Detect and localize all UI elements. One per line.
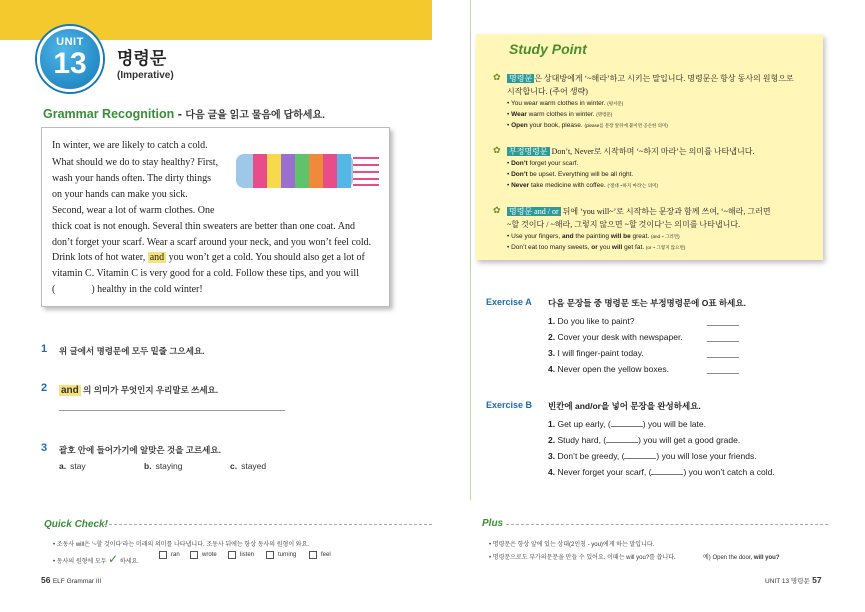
example: • Don’t forget your scarf. [507, 160, 579, 167]
highlighted-and: and [149, 252, 165, 263]
quick-check-line: • 동사의 원형에 모두 ✓ 하세요. [53, 552, 139, 566]
question-text [59, 384, 218, 396]
example: • Use your fingers, and the painting will be great. (and ~ 그러면) [507, 233, 680, 240]
checkbox[interactable] [266, 551, 274, 559]
page-number: 57 [812, 575, 822, 585]
checkbox[interactable] [159, 551, 167, 559]
exercise-item: 1. Do you like to paint? [548, 316, 635, 326]
divider [506, 524, 828, 525]
checkbox[interactable] [309, 551, 317, 559]
page-title: 명령문 [117, 49, 167, 68]
question-text: 위 글에서 명령문에 모두 밑줄 그으세요. [59, 346, 205, 356]
example: • You wear warm clothes in winter. (평서문) [507, 100, 624, 107]
word-option: feel [321, 552, 331, 558]
answer-blank[interactable] [611, 426, 643, 427]
page-footer: 56 ELF Grammar III [41, 575, 102, 585]
reading-segment: ( [52, 284, 56, 295]
divider [104, 524, 432, 525]
grammar-recognition-heading: Grammar Recognition - 다음 글을 읽고 물음에 답하세요. [43, 107, 325, 121]
study-point-rule: ~할 것이다 / ~해라, 그렇지 않으면 ~할 것이다’는 의미를 나타냅니다. [507, 220, 741, 229]
word-option: wrote [202, 552, 217, 558]
flower-icon: ✿ [493, 145, 501, 155]
grammar-instruction: 다음 글을 읽고 물음에 답하세요. [185, 110, 325, 121]
quick-check-title: Quick Check! [44, 519, 108, 530]
question-number: 2 [41, 382, 48, 394]
unit-number: 13 [53, 47, 87, 80]
answer-line[interactable] [59, 410, 285, 411]
scarf-image [233, 140, 381, 202]
example: • Don’t be upset. Everything will be all right. [507, 171, 634, 178]
highlighted-and: and [61, 385, 79, 396]
reading-line: In winter, we are likely to catch a cold. [52, 140, 208, 151]
exercise-a-instruction: 다음 문장들 중 명령문 또는 부정명령문에 O표 하세요. [548, 298, 746, 308]
quick-check-line: • 조동사 will은 ‘~할 것이다’라는 미래의 의미를 나타냅니다. 조동사 뒤에는 항상 동사의 원형이 와요. [53, 542, 310, 548]
answer-blank[interactable] [707, 357, 739, 358]
reading-line: thick coat is not enough. Several thin sweaters are better than one coat. And [52, 221, 355, 232]
checkbox[interactable] [190, 551, 198, 559]
word-option: turning [278, 552, 297, 558]
study-point-rule: 부정명령문 Don’t, Never로 시작하며 ‘~하지 마라’는 의미를 나타냅니다. [509, 147, 755, 156]
exercise-item: 1. Get up early, ( ) you will be late. [548, 419, 707, 429]
plus-line: • 명령문은 항상 앞에 있는 상대(2인칭 - you)에게 하는 말입니다. [489, 542, 655, 548]
question-text-rest: 의 의미가 무엇인지 우리말로 쓰세요. [83, 385, 219, 395]
question-text: 괄호 안에 들어가기에 알맞은 것을 고르세요. [59, 445, 221, 455]
study-point-title: Study Point [509, 41, 587, 57]
answer-blank[interactable] [707, 325, 739, 326]
exercise-item: 3. I will finger-paint today. [548, 348, 644, 358]
word-option: listen [240, 552, 255, 558]
flower-icon: ✿ [493, 205, 501, 215]
example: • Open your book, please. (please를 문장 앞뒤에 붙이면 공손한 의미) [507, 122, 668, 129]
answer-blank[interactable] [606, 442, 638, 443]
option-c[interactable]: c. stayed [230, 461, 267, 471]
checkbox[interactable] [228, 551, 236, 559]
exercise-item: 2. Study hard, ( ) you will get a good grade. [548, 435, 741, 445]
study-point-rule: 명령문 and / or 뒤에 ‘you will~’로 시작하는 문장과 함께 쓰여, ‘~해라, 그러면 [509, 207, 771, 216]
question-number: 1 [41, 343, 48, 355]
word-option: ran [171, 552, 180, 558]
reading-line: wash your hands often. The dirty things [52, 173, 211, 184]
reading-segment: you won’t get a cold. You should also get a lot of [168, 252, 365, 263]
reading-line: Second, wear a lot of warm clothes. One [52, 205, 215, 216]
reading-line [52, 284, 203, 295]
reading-segment: Drink lots of hot water, [52, 252, 146, 263]
question-number: 3 [41, 442, 48, 454]
study-point-rule: 명령문 은 상대방에게 ‘~해라’하고 시키는 말입니다. 명령문은 항상 동사의 원형으로 [509, 74, 794, 83]
flower-icon: ✿ [493, 72, 501, 82]
reading-segment: ) healthy in the cold winter! [91, 284, 203, 295]
answer-blank[interactable] [651, 474, 683, 475]
unit-label: UNIT [56, 36, 84, 48]
exercise-b-instruction: 빈칸에 and/or을 넣어 문장을 완성하세요. [548, 401, 701, 411]
reading-line: on your hands can make you sick. [52, 189, 188, 200]
plus-example: 예) Open the door, will you? [703, 555, 780, 561]
study-point-rule: 시작합니다. (주어 생략) [507, 87, 588, 96]
answer-blank[interactable] [707, 341, 739, 342]
reading-line: vitamin C. Vitamin C is very good for a cold. Follow these tips, and you will [52, 268, 359, 279]
answer-blank[interactable] [624, 458, 656, 459]
page-number: 56 [41, 575, 51, 585]
exercise-item: 4. Never open the yellow boxes. [548, 364, 669, 374]
example: • Wear warm clothes in winter. (명령문) [507, 111, 613, 118]
option-b[interactable]: b. staying [144, 461, 183, 471]
reading-line: What should we do to stay healthy? First, [52, 157, 219, 168]
exercise-item: 2. Cover your desk with newspaper. [548, 332, 683, 342]
exercise-a-label: Exercise A [486, 297, 532, 307]
page-footer: UNIT 13 명령문 57 [765, 575, 822, 585]
check-icon: ✓ [108, 552, 119, 566]
option-a[interactable]: a. stay [59, 461, 86, 471]
unit-badge [37, 26, 103, 92]
page-subtitle: (Imperative) [117, 70, 174, 81]
exercise-item: 4. Never forget your scarf, ( ) you won’t catch a cold. [548, 467, 775, 477]
reading-line: don’t forget your scarf. Wear a scarf around your neck, and you won’t feel cold. [52, 237, 372, 248]
exercise-item: 3. Don’t be greedy, ( ) you will lose your friends. [548, 451, 757, 461]
plus-title: Plus [482, 518, 504, 529]
plus-line: • 명령문으로도 부가의문문을 만들 수 있어요. 이때는 will you?를 씁니다. [489, 555, 676, 561]
example: • Never take medicine with coffee. (‘절대 ~하지 마라’는 의미) [507, 182, 658, 189]
grammar-title: Grammar Recognition [43, 107, 175, 121]
answer-blank[interactable] [707, 373, 739, 374]
example: • Don’t eat too many sweets, or you will get fat. (or ~ 그렇지 않으면) [507, 244, 686, 251]
exercise-b-label: Exercise B [486, 400, 533, 410]
reading-line [52, 252, 365, 263]
